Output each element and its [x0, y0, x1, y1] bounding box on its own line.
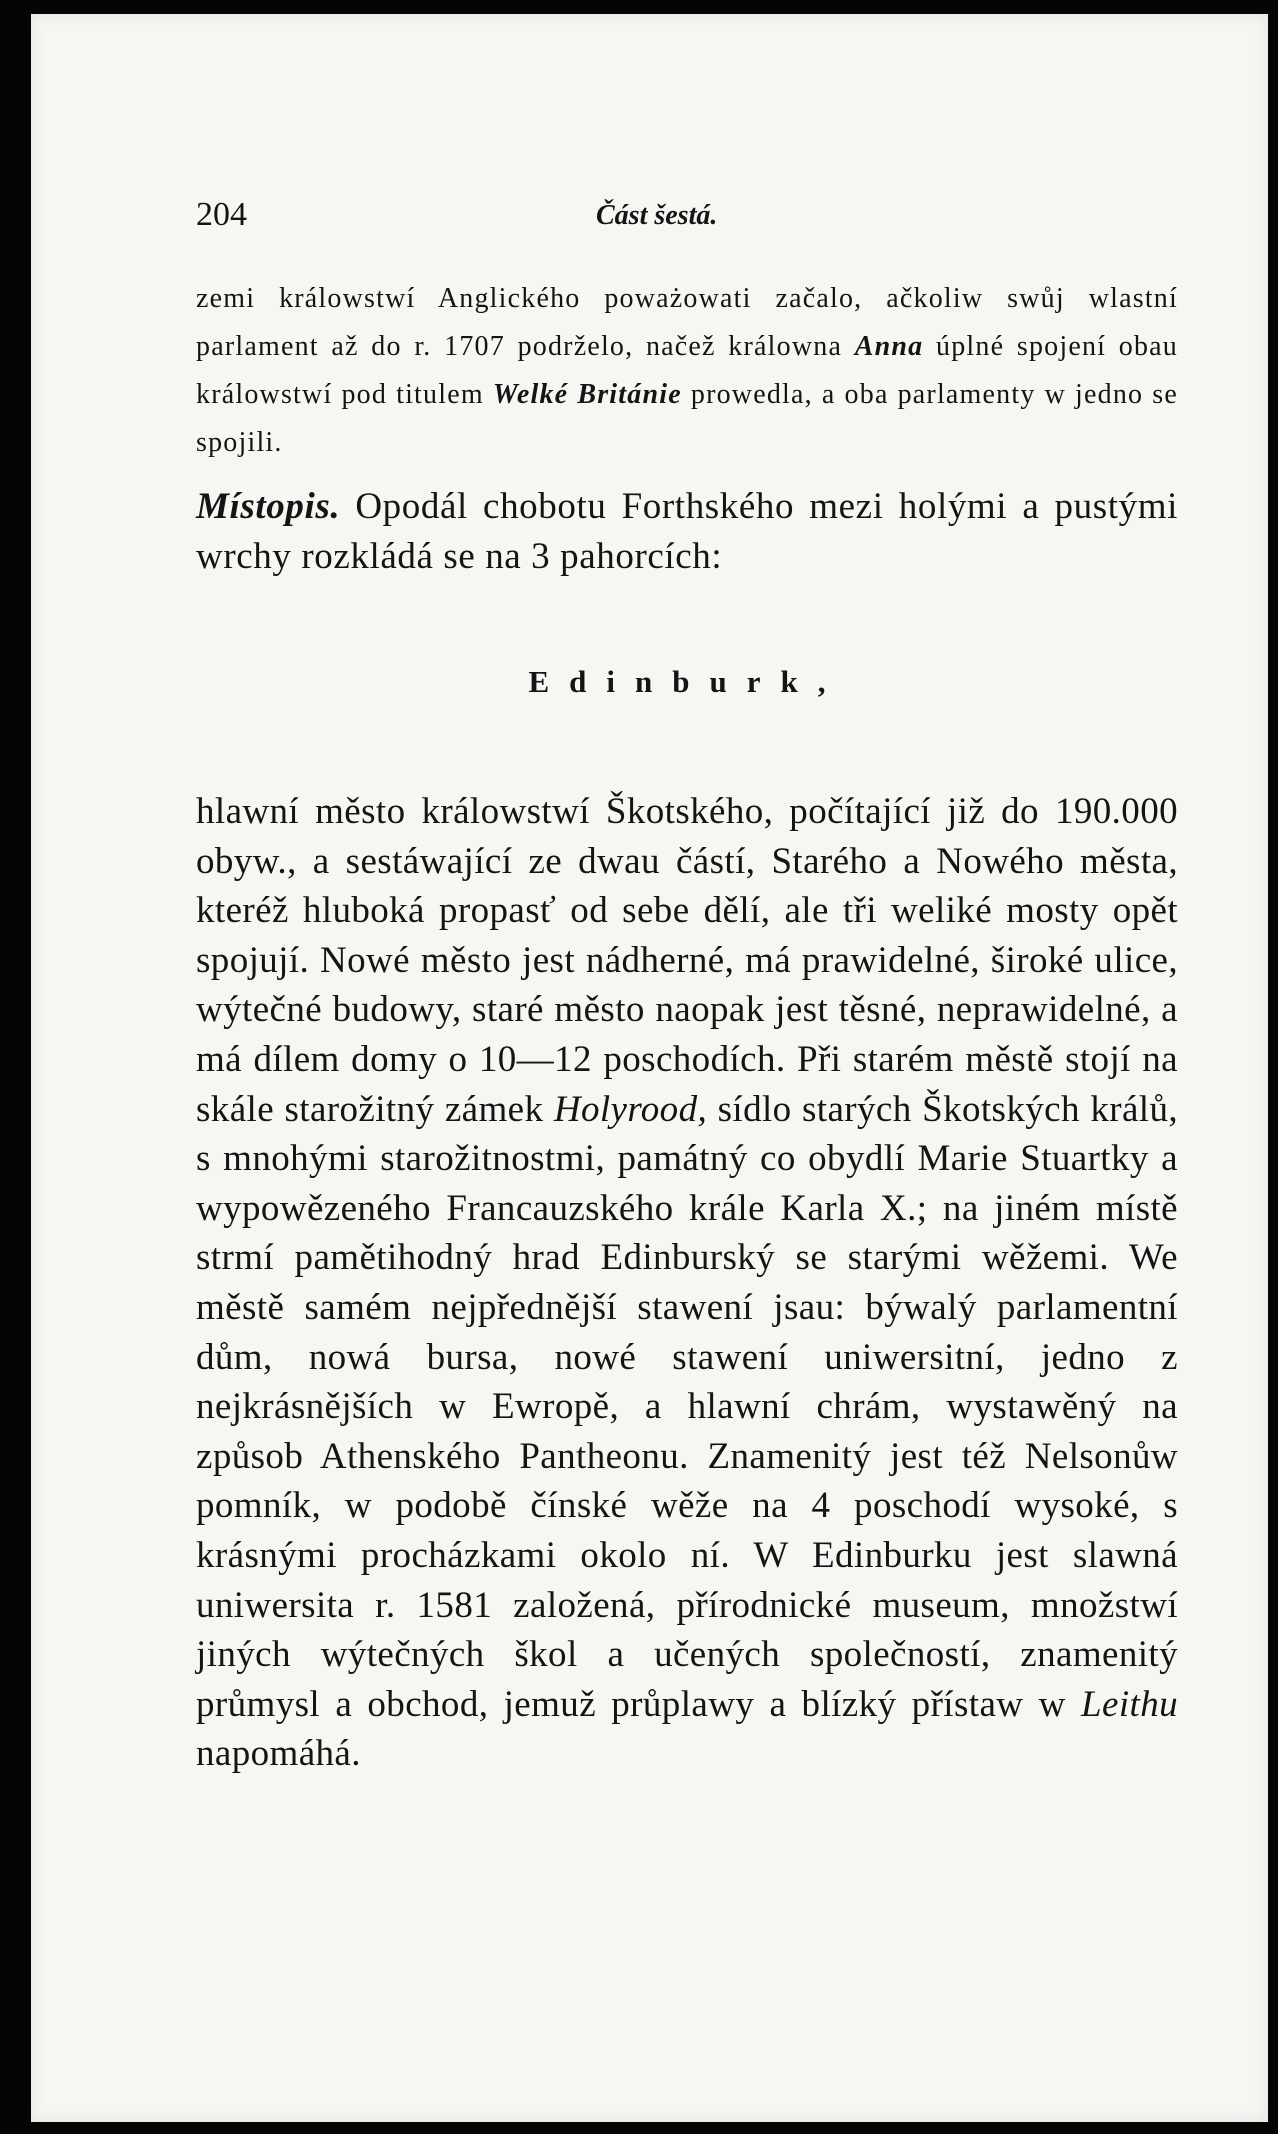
running-title: Část šestá. — [596, 200, 718, 231]
paragraph-text: Opodál chobotu Forthského mezi holými a pustými wrchy rozkládá se na 3 pahorcích: — [196, 486, 1178, 577]
paragraph-edinburgh — [196, 787, 1178, 1779]
paragraph-text: zemi králowstwí Anglického poważowati začalo, ačkoliw swůj wlastní parlament až do r. 1707 podrželo, načež králowna — [196, 283, 1178, 362]
paragraph-topography — [196, 482, 1178, 582]
paragraph-text: úplné spojení obau králowstwí pod titulem — [196, 331, 1178, 410]
page-number: 204 — [196, 196, 247, 233]
paragraph-text: napomáhá. — [196, 1733, 361, 1775]
paragraph-parliament — [196, 275, 1178, 467]
paragraph-text: prowedla, a oba parlamenty w jedno se spojili. — [196, 379, 1178, 458]
italic-name-leith: Leithu — [1081, 1683, 1178, 1725]
paragraph-text: hlawní město králowstwí Škotského, počítající již do 190.000 obyw., a sestáwající ze dwau částí, Starého a Nowého města, kteréž hluboká propasť od sebe dělí, ale tři weliké mosty opět spojují. Nowé město jest nádherné, má prawidelné, široké ulice, wýtečné budowy, staré město naopak jest těsné, neprawidelné, a má dílem domy o 10—12 poschodích. Při starém městě stojí na skále starožitný zámek — [196, 791, 1178, 1130]
paragraph-text: sídlo starých Škotských králů, s mnohými starožitnostmi, památný co obydlí Marie Stuartky a wypowězeného Francauzského krále Karla X.; na jiném místě strmí pamětihodný hrad Edinburský se starými wěžemi. We městě samém nejpřednější stawení jsau: býwalý parlamentní dům, nowá bursa, nowé stawení uniwersitní, jedno z nejkrásnějších w Ewropě, a hlawní chrám, wystawěný na způsob Athenského Pantheonu. Znamenitý jest též Nelsonůw pomník, w podobě čínské wěže na 4 poschodí wysoké, s krásnými procházkami okolo ní. W Edinburku jest slawná uniwersita r. 1581 založená, přírodnické museum, množstwí jiných wýtečných škol a učených společností, znamenitý průmysl a obchod, jemuž průplawy a blízký přístaw w — [196, 1088, 1178, 1725]
italic-name-holyrood: Holyrood, — [553, 1088, 708, 1130]
page-header — [196, 196, 1178, 244]
italic-title-great-britain: Welké Británie — [492, 379, 682, 410]
section-heading: Edinburk, — [528, 664, 846, 699]
italic-name-anna: Anna — [854, 331, 924, 362]
topography-keyword: Místopis. — [196, 486, 341, 527]
